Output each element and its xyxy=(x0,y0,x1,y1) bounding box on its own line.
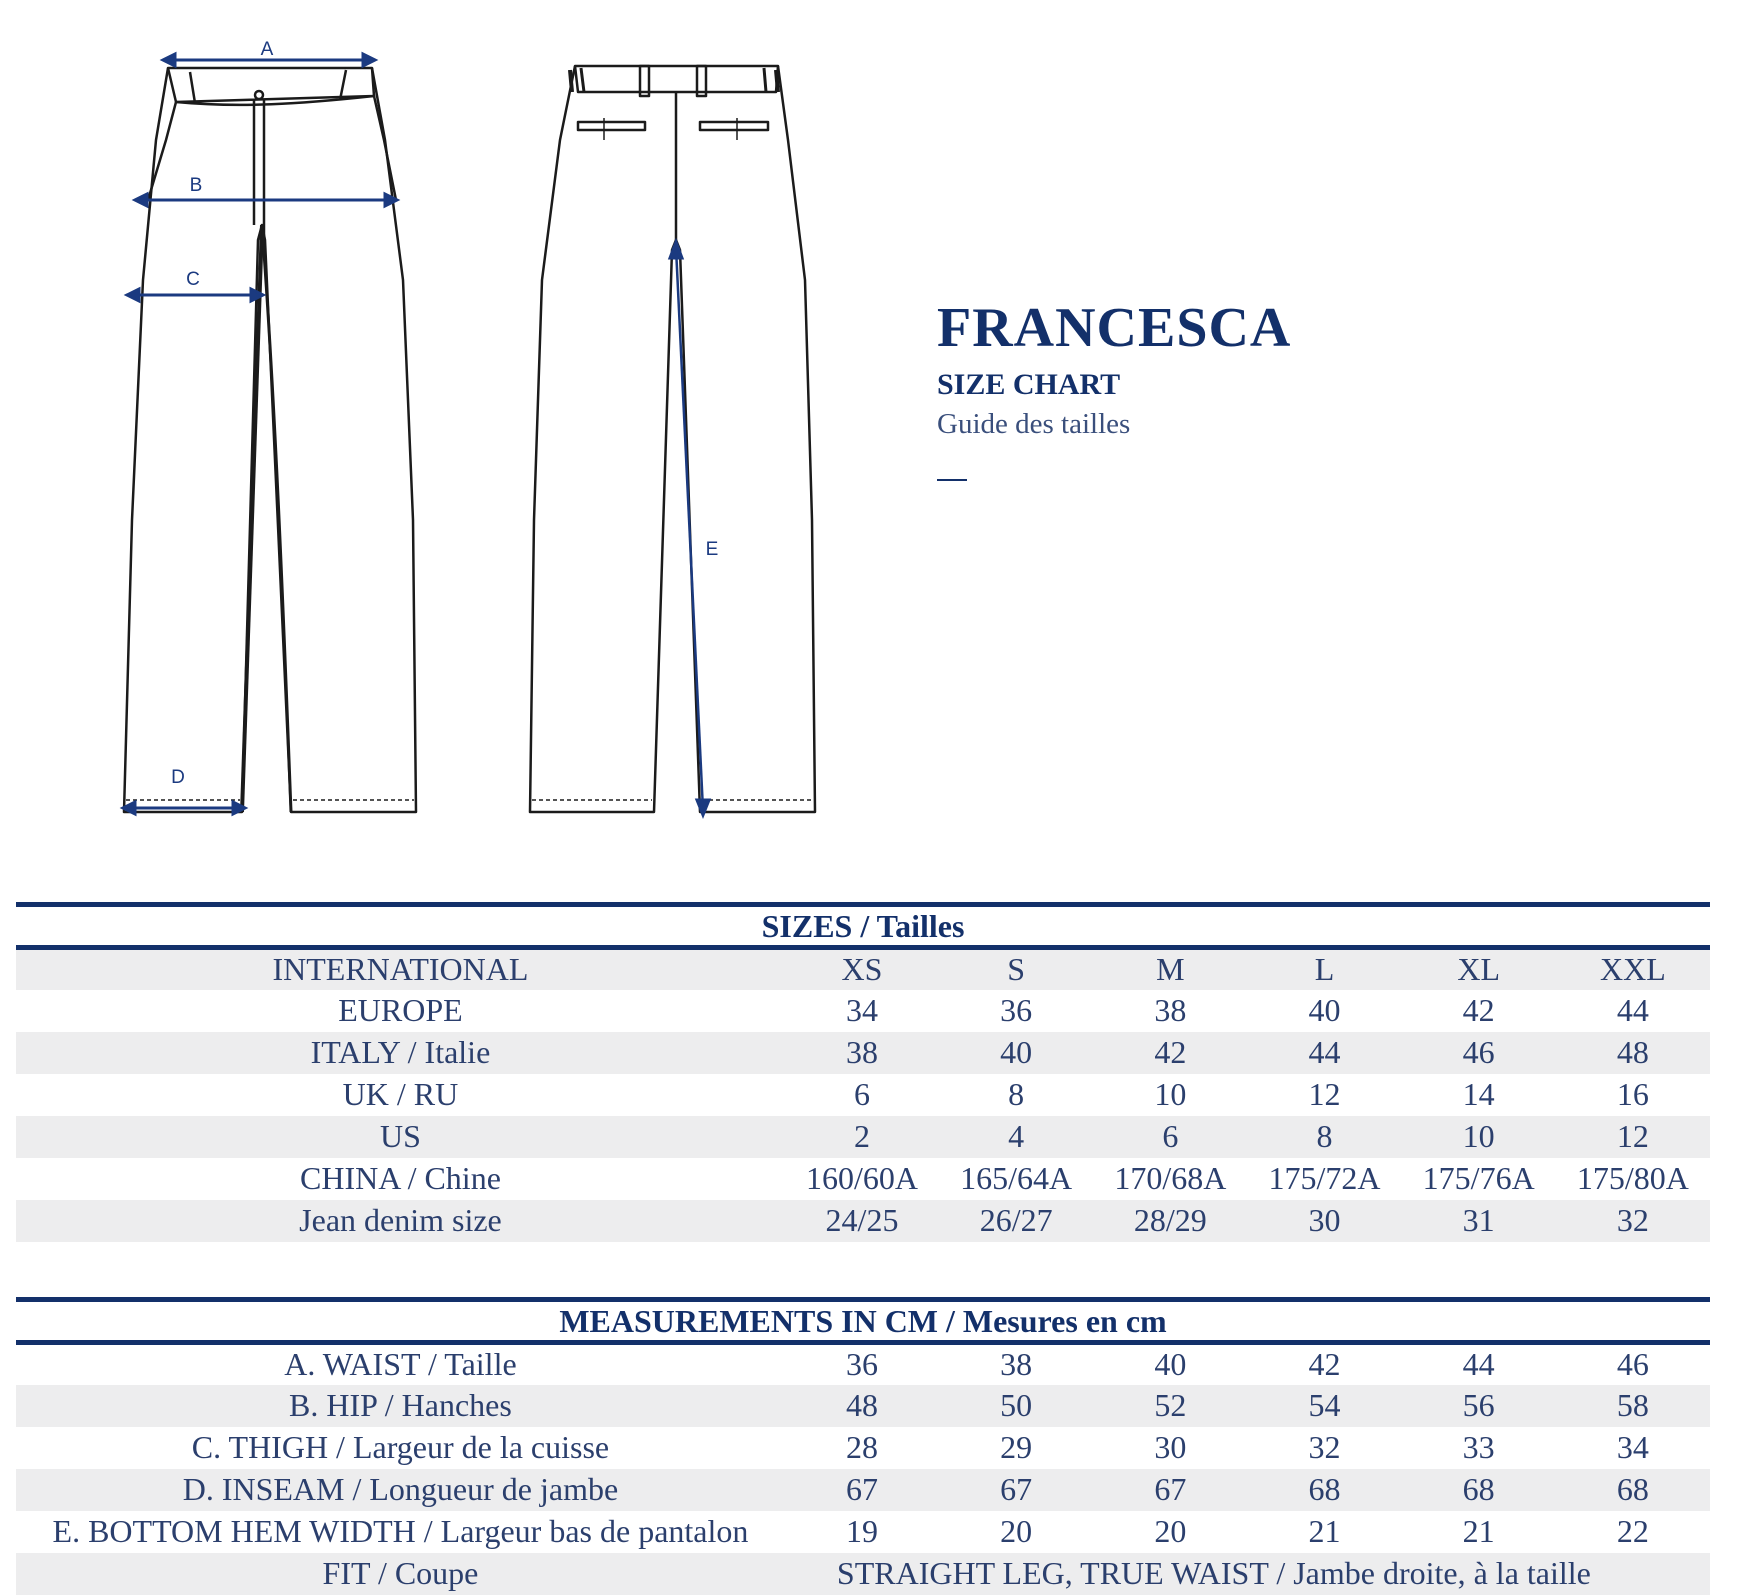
table-row xyxy=(16,1200,1710,1242)
table-cell: 48 xyxy=(785,1385,939,1427)
row-label: CHINA / Chine xyxy=(300,1160,501,1196)
table-cell: 58 xyxy=(1556,1385,1710,1427)
table-cell: 28 xyxy=(845,1429,878,1465)
measurements-table-header xyxy=(16,1300,1710,1343)
fit-row xyxy=(16,1553,1710,1595)
table-cell: 56 xyxy=(1402,1385,1556,1427)
label-b: B xyxy=(189,175,203,196)
table-cell: 68 xyxy=(1402,1469,1556,1511)
table-cell: 38 xyxy=(1000,1346,1033,1383)
row-label: Jean denim size xyxy=(16,1200,785,1242)
table-cell: 6 xyxy=(853,1076,870,1112)
table-cell: 16 xyxy=(1616,1076,1649,1112)
table-cell: 12 xyxy=(1308,1076,1341,1112)
table-cell: 40 xyxy=(1308,992,1341,1028)
title-divider xyxy=(937,479,967,481)
table-cell: 48 xyxy=(1556,1032,1710,1074)
table-cell: 38 xyxy=(785,1032,939,1074)
table-cell: 36 xyxy=(845,1346,878,1383)
sizes-table-header xyxy=(16,905,1710,948)
table-row xyxy=(16,1343,1710,1385)
table-cell: 2 xyxy=(785,1116,939,1158)
table-cell: 42 xyxy=(1462,992,1495,1028)
table-cell: 32 xyxy=(1556,1200,1710,1242)
table-cell: 24/25 xyxy=(785,1200,939,1242)
table-cell: 4 xyxy=(939,1116,1093,1158)
table-cell: 175/72A xyxy=(1268,1160,1381,1196)
table-cell: 170/68A xyxy=(1114,1160,1227,1196)
back-view-drawing xyxy=(530,66,815,812)
table-cell: 42 xyxy=(1093,1032,1247,1074)
table-cell: 54 xyxy=(1247,1385,1401,1427)
row-label: B. HIP / Hanches xyxy=(16,1385,785,1427)
row-label: A. WAIST / Taille xyxy=(284,1346,517,1383)
table-cell: 20 xyxy=(1154,1513,1187,1549)
table-cell: XXL xyxy=(1556,948,1710,990)
row-label: EUROPE xyxy=(338,992,463,1028)
table-cell: 40 xyxy=(939,1032,1093,1074)
table-row xyxy=(16,1385,1710,1427)
sizes-table xyxy=(16,902,1710,1242)
label-a: A xyxy=(260,39,274,60)
table-cell: 29 xyxy=(1000,1429,1033,1465)
table-row xyxy=(16,1116,1710,1158)
table-row xyxy=(16,990,1710,1032)
table-cell: 40 xyxy=(1154,1346,1187,1383)
measurements-header-text: MEASUREMENTS IN CM / Mesures en cm xyxy=(16,1300,1710,1343)
table-row xyxy=(16,1074,1710,1116)
table-cell: 52 xyxy=(1093,1385,1247,1427)
table-cell: 44 xyxy=(1616,992,1649,1028)
table-cell: 34 xyxy=(845,992,878,1028)
table-row xyxy=(16,1511,1710,1553)
table-cell: 30 xyxy=(1247,1200,1401,1242)
table-cell: 21 xyxy=(1462,1513,1495,1549)
table-cell: 28/29 xyxy=(1093,1200,1247,1242)
table-row xyxy=(16,1469,1710,1511)
table-cell: 21 xyxy=(1308,1513,1341,1549)
table-row xyxy=(16,1158,1710,1200)
table-cell: 175/76A xyxy=(1422,1160,1535,1196)
table-cell: 50 xyxy=(939,1385,1093,1427)
table-cell: 46 xyxy=(1402,1032,1556,1074)
table-cell: 6 xyxy=(1093,1116,1247,1158)
row-label: US xyxy=(16,1116,785,1158)
fit-label: FIT / Coupe xyxy=(16,1553,785,1595)
table-cell: 34 xyxy=(1616,1429,1649,1465)
table-cell: L xyxy=(1247,948,1401,990)
table-cell: 22 xyxy=(1616,1513,1649,1549)
table-cell: 8 xyxy=(1008,1076,1025,1112)
row-label: ITALY / Italie xyxy=(16,1032,785,1074)
table-row xyxy=(16,1032,1710,1074)
table-cell: XL xyxy=(1402,948,1556,990)
table-cell: 31 xyxy=(1402,1200,1556,1242)
table-cell: 32 xyxy=(1308,1429,1341,1465)
table-cell: 19 xyxy=(845,1513,878,1549)
table-cell: 33 xyxy=(1462,1429,1495,1465)
table-cell: 14 xyxy=(1462,1076,1495,1112)
table-cell: 44 xyxy=(1247,1032,1401,1074)
table-cell: 160/60A xyxy=(805,1160,918,1196)
table-cell: 8 xyxy=(1247,1116,1401,1158)
sizes-header-text: SIZES / Tailles xyxy=(16,905,1710,948)
label-e: E xyxy=(705,539,719,560)
row-label: C. THIGH / Largeur de la cuisse xyxy=(191,1429,610,1465)
table-cell: 10 xyxy=(1402,1116,1556,1158)
front-view-drawing xyxy=(124,68,416,812)
title-block xyxy=(937,297,1292,481)
table-cell: 38 xyxy=(1154,992,1187,1028)
table-cell: 68 xyxy=(1247,1469,1401,1511)
product-name: FRANCESCA xyxy=(937,297,1292,359)
table-cell: 165/64A xyxy=(960,1160,1073,1196)
measurements-table xyxy=(16,1297,1710,1595)
table-cell: 10 xyxy=(1154,1076,1187,1112)
table-cell: 46 xyxy=(1616,1346,1649,1383)
table-cell: 12 xyxy=(1556,1116,1710,1158)
label-d: D xyxy=(171,767,185,788)
table-cell: XS xyxy=(785,948,939,990)
table-cell: 20 xyxy=(1000,1513,1033,1549)
fit-value: STRAIGHT LEG, TRUE WAIST / Jambe droite, à la taille xyxy=(785,1553,1710,1595)
table-cell: M xyxy=(1093,948,1247,990)
table-row xyxy=(16,948,1710,990)
row-label: D. INSEAM / Longueur de jambe xyxy=(16,1469,785,1511)
table-cell: 67 xyxy=(1093,1469,1247,1511)
table-cell: 67 xyxy=(939,1469,1093,1511)
table-cell: 68 xyxy=(1556,1469,1710,1511)
table-cell: 44 xyxy=(1462,1346,1495,1383)
table-cell: 42 xyxy=(1308,1346,1341,1383)
row-label: INTERNATIONAL xyxy=(16,948,785,990)
row-label: E. BOTTOM HEM WIDTH / Largeur bas de pantalon xyxy=(52,1513,749,1549)
size-chart-title-fr: Guide des tailles xyxy=(937,408,1131,440)
table-row xyxy=(16,1427,1710,1469)
table-cell: 175/80A xyxy=(1576,1160,1689,1196)
label-c: C xyxy=(186,269,200,290)
table-cell: 67 xyxy=(785,1469,939,1511)
table-cell: 36 xyxy=(1000,992,1033,1028)
table-cell: 26/27 xyxy=(939,1200,1093,1242)
table-cell: S xyxy=(939,948,1093,990)
row-label: UK / RU xyxy=(342,1076,459,1112)
table-cell: 30 xyxy=(1154,1429,1187,1465)
size-chart-title: SIZE CHART xyxy=(937,368,1121,401)
trousers-diagram xyxy=(0,0,900,850)
